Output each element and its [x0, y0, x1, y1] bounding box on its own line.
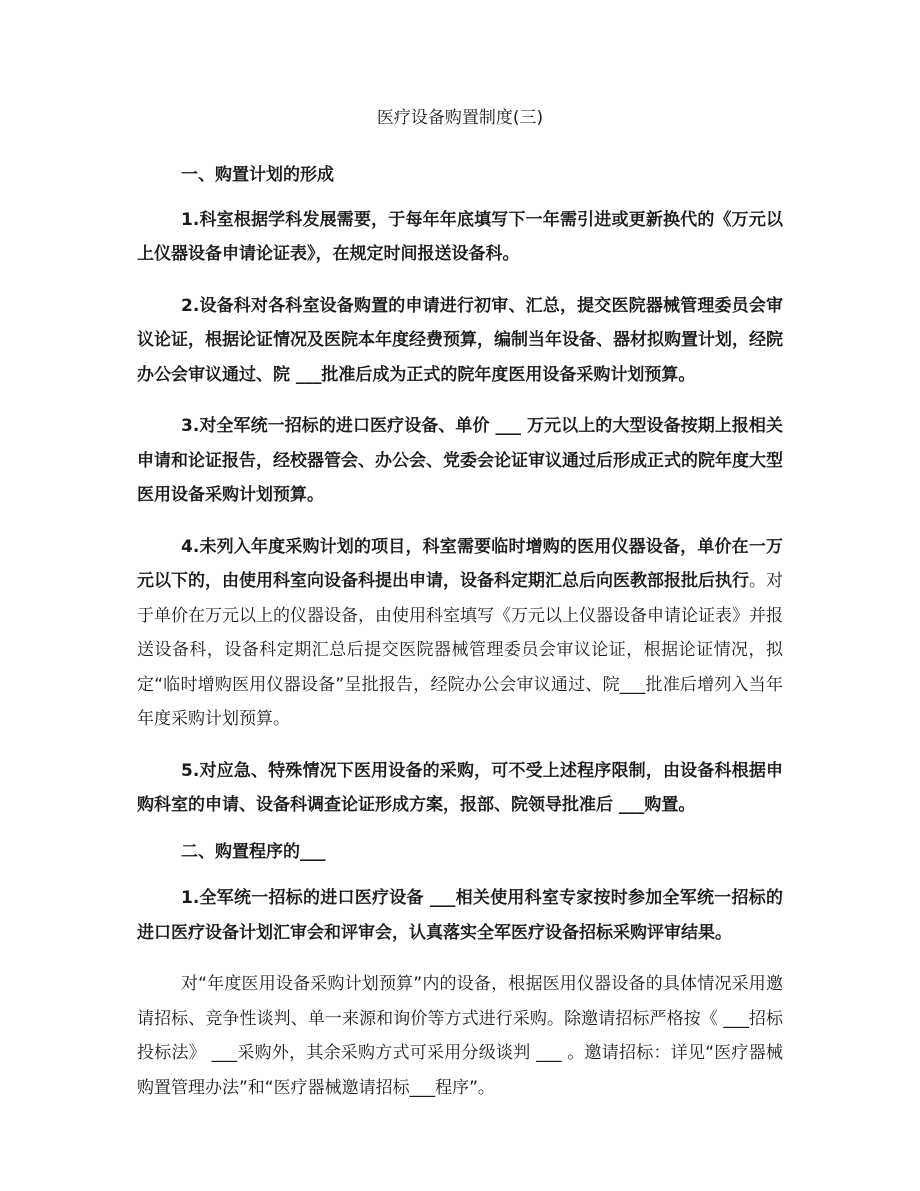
section1-paragraph-4 [137, 530, 783, 737]
section1-paragraph-4-normal: 。对于单价在万元以上的仪器设备，由使用科室填写《万元以上仪器设备申请论证表》并报送设备科，设备科定期汇总后提交医院器械管理委员会审议论证，根据论证情况，拟定“临时增购医用仪器设备”呈批报告，经院办公会审议通过、院___批准后增列入当年年度采购计划预算。 [137, 571, 783, 729]
section1-paragraph-2: 2.设备科对各科室设备购置的申请进行初审、汇总，提交医院器械管理委员会审议论证，根据论证情况及医院本年度经费预算，编制当年设备、器材拟购置计划，经院办公会审议通过、院 ___批准后成为正式的院年度医用设备采购计划预算。 [137, 295, 783, 385]
section1-paragraph-5: 5.对应急、特殊情况下医用设备的采购，可不受上述程序限制，由设备科根据申购科室的申请、设备科调查论证形成方案，报部、院领导批准后 ___购置。 [137, 760, 783, 815]
section1-heading: 一、购置计划的形成 [181, 165, 334, 185]
section1-paragraph-3: 3.对全军统一招标的进口医疗设备、单价 ___ 万元以上的大型设备按期上报相关申请和论证报告，经校器管会、办公会、党委会论证审议通过后形成正式的院年度大型医用设备采购计划预算。 [137, 416, 783, 505]
document-body [137, 158, 783, 1105]
section2-paragraph-1: 1.全军统一招标的进口医疗设备 ___相关使用科室专家按时参加全军统一招标的进口医疗设备计划汇审会和评审会，认真落实全军医疗设备招标采购评审结果。 [137, 888, 783, 943]
section1-paragraph-4-bold: 4.未列入年度采购计划的项目，科室需要临时增购的医用仪器设备，单价在一万元以下的，由使用科室向设备科提出申请，设备科定期汇总后向医教部报批后执行 [137, 536, 783, 591]
document-title: 医疗设备购置制度(三) [376, 108, 544, 128]
section1-paragraph-1: 1.科室根据学科发展需要，于每年年底填写下一年需引进或更新换代的《万元以上仪器设备申请论证表》，在规定时间报送设备科。 [137, 209, 783, 264]
section2-paragraph-2: 对“年度医用设备采购计划预算”内的设备，根据医用仪器设备的具体情况采用邀请招标、竞争性谈判、单一来源和询价等方式进行采购。除邀请招标严格按《 ___招标投标法》 ___采购外，其余采购方式可采用分级谈判 ___ 。邀请招标：详见“医疗器械购置管理办法”和“医疗器械邀请招标___程序”。 [137, 974, 783, 1098]
section2-heading: 二、购置程序的___ [181, 841, 326, 862]
